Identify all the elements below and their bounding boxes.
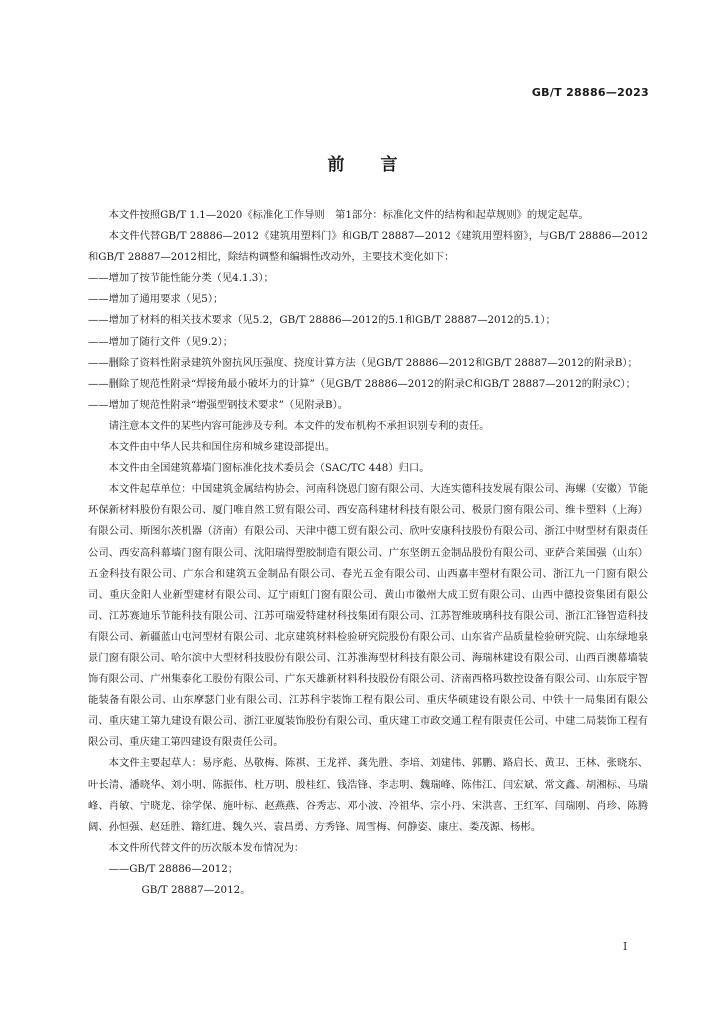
page-title: 前言 (327, 155, 434, 175)
paragraph-drafters: 本文件主要起草人：易序彪、丛敬梅、陈祺、王龙祥、龚先胜、李培、刘建伟、郭鹏、路启长、黄卫、王林、张晓东、叶长清、潘晓华、刘小明、陈振伟、杜万明、殷桂红、钱浩锋、李志明、魏瑞峰、陈伟江、闫宏斌、常文鑫、胡湘标、马瑞峰、肖敏、宁晓龙、徐学保、施叶标、赵燕燕、谷秀志、邓小波、冷祖华、宗小丹、宋洪喜、王红军、闫瑞刚、肖珍、陈腾阔、孙恒强、赵廷胜、籍红进、魏久兴、袁昌勇、方秀锋、周雪梅、何静姿、康庄、娄茂源、杨彬。 (88, 757, 648, 833)
paragraph-history-intro: 本文件所代替文件的历次版本发布情况为： (108, 841, 305, 854)
change-item: ——增加了通用要求（见5）； (88, 293, 224, 306)
change-item: ——删除了资料性附录建筑外窗抗风压强度、挠度计算方法（见GB/T 28886—2012和GB/T 28887—2012的附录B）； (88, 356, 638, 369)
paragraph-patent-notice: 请注意本文件的某些内容可能涉及专利。本文件的发布机构不承担识别专利的责任。 (108, 419, 490, 432)
change-item: ——增加了材料的相关技术要求（见5.2，GB/T 28886—2012的5.1和GB/T 28887—2012的5.1）； (88, 314, 556, 327)
change-item: ——删除了规范性附录“焊接角最小破坏力的计算”（见GB/T 28886—2012的附录C和GB/T 28887—2012的附录C）； (88, 377, 636, 390)
page-number: I (623, 940, 628, 953)
paragraph-drafting-rules: 本文件按照GB/T 1.1—2020《标准化工作导则 第1部分：标准化文件的结构和起草规则》的规定起草。 (108, 209, 589, 221)
paragraph-proposer: 本文件由中华人民共和国住房和城乡建设部提出。 (108, 441, 336, 454)
foreword-body (88, 205, 648, 901)
paragraph-drafting-units: 本文件起草单位：中国建筑金属结构协会、河南科饶恩门窗有限公司、大连实德科技发展有限公司、海螺（安徽）节能环保新材料股份有限公司、厦门唯自然工贸有限公司、西安高科建材科技有限公司、极景门窗有限公司、维卡塑料（上海）有限公司、斯图尔茨机器（济南）有限公司、天津中德工贸有限公司、欣叶安康科技股份有限公司、浙江中财型材有限责任公司、西安高科幕墙门窗有限公司、沈阳瑞得塑胶制造有限公司、广东坚朗五金制品股份有限公司、亚萨合莱国强（山东）五金科技有限公司、广东合和建筑五金制品有限公司、春光五金有限公司、山西嘉丰塑材有限公司、浙江九一门窗有限公司、重庆金阳人业新型建材有限公司、辽宁雨虹门窗有限公司、黄山市徽州大成工贸有限公司、山西中德投资集团有限公司、江苏赛迪乐节能科技有限公司、江苏可瑞爱特建材科技集团有限公司、江苏智维玻璃科技有限公司、浙江汇锋智造科技有限公司、新疆蓝山屯河型材有限公司、北京建筑材料检验研究院股份有限公司、山东省产品质量检验研究院、山东绿地泉景门窗有限公司、哈尔滨中大型材科技股份有限公司、江苏淮海型材科技有限公司、海瑞林建设有限公司、山西百澳幕墙装饰有限公司、广州集泰化工股份有限公司、广东天雄新材料科技股份有限公司、济南西格玛数控设备有限公司、山东辰宇智能装备有限公司、山东摩瑟门业有限公司、江苏科宇装饰工程有限公司、重庆华硕建设有限公司、中铁十一局集团有限公司、重庆建工第九建设有限公司、浙江亚厦装饰股份有限公司、重庆建工市政交通工程有限责任公司、中建二局装饰工程有限公司、重庆建工第四建设有限责任公司。 (88, 483, 648, 749)
paragraph-committee: 本文件由全国建筑幕墙门窗标准化技术委员会（SAC/TC 448）归口。 (108, 462, 430, 475)
change-item: ——增加了按节能性能分类（见4.1.3）； (88, 272, 274, 285)
paragraph-replacement: 本文件代替GB/T 28886—2012《建筑用塑料门》和GB/T 28887—2012《建筑用塑料窗》，与GB/T 28886—2012和GB/T 28887—2012相比，除结构调整和编辑性改动外，主要技术变化如下： (88, 230, 648, 264)
history-item: ——GB/T 28886—2012； (108, 862, 239, 875)
standard-code: GB/T 28886—2023 (531, 86, 649, 99)
change-item: ——增加了随行文件（见9.2）； (88, 335, 234, 348)
change-item: ——增加了规范性附录“增强型钢技术要求”（见附录B）。 (88, 398, 349, 411)
history-item: GB/T 28887—2012。 (141, 884, 251, 896)
